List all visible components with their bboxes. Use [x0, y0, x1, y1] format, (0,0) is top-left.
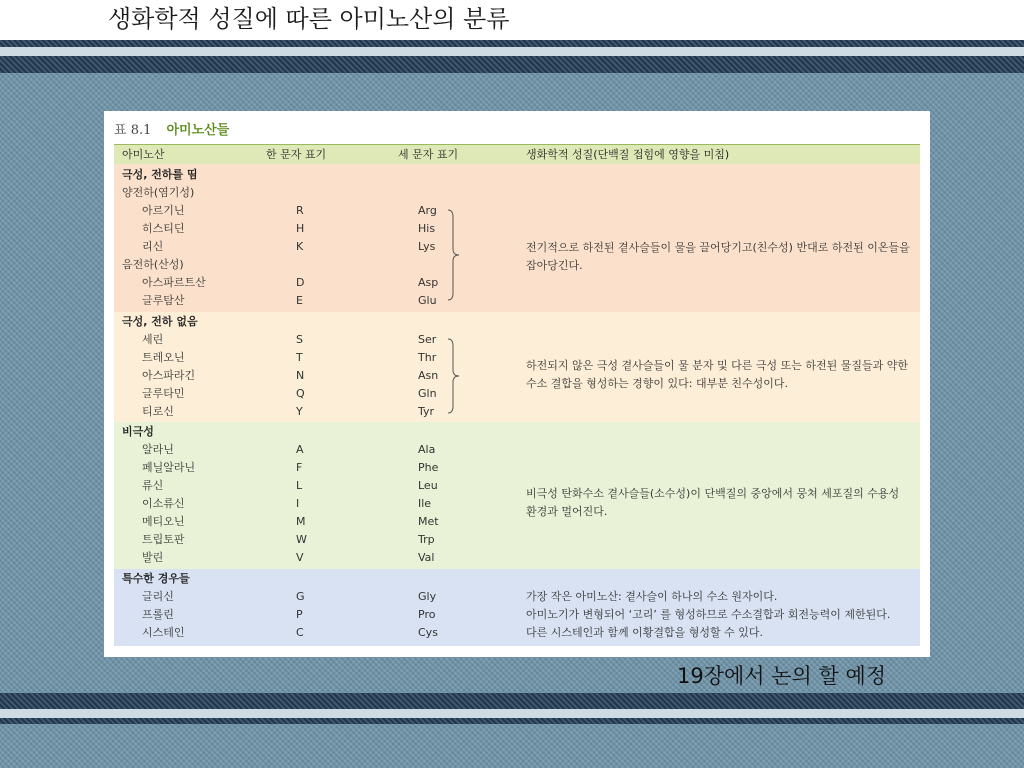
one-letter-code: F [296, 461, 303, 474]
three-letter-code: Pro [418, 608, 436, 621]
amino-acid-name: 티로신 [142, 405, 174, 418]
table-row [114, 403, 920, 421]
three-letter-code: Ser [418, 333, 437, 346]
three-letter-code: Tyr [418, 405, 435, 418]
three-letter-code: Thr [418, 351, 437, 364]
three-letter-code: Phe [418, 461, 439, 474]
table-row [114, 220, 920, 238]
amino-acid-name: 아르기닌 [142, 204, 185, 217]
amino-acid-name: 아스파라긴 [142, 369, 196, 382]
one-letter-code: M [296, 515, 306, 528]
table-row [114, 459, 920, 477]
group-label: 특수한 경우들 [122, 572, 190, 585]
group-label: 극성, 전하를 띰 [122, 168, 198, 181]
amino-acid-name: 알라닌 [142, 443, 174, 456]
top-stripe-band [0, 56, 1024, 73]
property-cysteine: 다른 시스테인과 함께 이황결합을 형성할 수 있다. [526, 626, 763, 639]
property-proline: 아미노기가 변형되어 ‘고리’ 를 형성하므로 수소결합과 회전능력이 제한된다. [526, 608, 891, 621]
table-row [114, 423, 920, 441]
one-letter-code: W [296, 533, 307, 546]
three-letter-code: Asn [418, 369, 439, 382]
three-letter-code: Trp [418, 533, 435, 546]
slide-title: 생화학적 성질에 따른 아미노산의 분류 [108, 5, 510, 33]
amino-acid-name: 페닐알라닌 [142, 461, 196, 474]
brace-polar-charged [447, 209, 461, 301]
table-caption [114, 119, 229, 139]
one-letter-code: E [296, 294, 303, 307]
one-letter-code: C [296, 626, 304, 639]
one-letter-code: G [296, 590, 305, 603]
chapter-note: 19장에서 논의 할 예정 [677, 664, 887, 688]
table-row [114, 202, 920, 220]
table-caption-title: 아미노산들 [166, 123, 230, 138]
bottom-stripe-light [0, 709, 1024, 718]
table-caption-number: 표 8.1 [114, 123, 152, 138]
table-header-row [114, 144, 920, 165]
table-row [114, 588, 920, 606]
three-letter-code: Gly [418, 590, 437, 603]
top-stripe-light [0, 47, 1024, 56]
three-letter-code: Ile [418, 497, 432, 510]
three-letter-code: Val [418, 551, 435, 564]
one-letter-code: Y [296, 405, 303, 418]
bottom-stripe-dark [0, 718, 1024, 724]
table-row [114, 531, 920, 549]
table-row [114, 313, 920, 331]
three-letter-code: Ala [418, 443, 436, 456]
amino-acid-name: 발린 [142, 551, 164, 564]
amino-acid-name: 류신 [142, 479, 164, 492]
property-glycine: 가장 작은 아미노산: 곁사슬이 하나의 수소 원자이다. [526, 590, 778, 603]
one-letter-code: Q [296, 387, 305, 400]
amino-acid-name: 아스파르트산 [142, 276, 206, 289]
three-letter-code: Arg [418, 204, 437, 217]
header-one-letter: 한 문자 표기 [266, 148, 327, 161]
bottom-stripe-band [0, 693, 1024, 709]
amino-acid-table [104, 111, 930, 657]
three-letter-code: Met [418, 515, 439, 528]
group-label: 극성, 전하 없음 [122, 315, 198, 328]
brace-polar-uncharged [447, 338, 461, 414]
subgroup-label: 양전하(염기성) [122, 186, 195, 199]
one-letter-code: K [296, 240, 304, 253]
table-row [114, 570, 920, 588]
header-property: 생화학적 성질(단백질 접힘에 영향을 미침) [526, 148, 730, 161]
three-letter-code: Lys [418, 240, 436, 253]
table-row [114, 441, 920, 459]
top-stripe-dark [0, 40, 1024, 47]
amino-acid-name: 글루탐산 [142, 294, 185, 307]
one-letter-code: H [296, 222, 305, 235]
one-letter-code: A [296, 443, 304, 456]
one-letter-code: P [296, 608, 303, 621]
amino-acid-name: 프롤린 [142, 608, 174, 621]
three-letter-code: Leu [418, 479, 438, 492]
group-label: 비극성 [122, 425, 154, 438]
amino-acid-name: 히스티딘 [142, 222, 185, 235]
amino-acid-name: 이소류신 [142, 497, 185, 510]
amino-acid-name: 글루타민 [142, 387, 185, 400]
three-letter-code: Glu [418, 294, 437, 307]
three-letter-code: Gln [418, 387, 437, 400]
amino-acid-name: 시스테인 [142, 626, 185, 639]
amino-acid-name: 트립토판 [142, 533, 185, 546]
amino-acid-name: 글리신 [142, 590, 174, 603]
three-letter-code: His [418, 222, 436, 235]
one-letter-code: I [296, 497, 300, 510]
three-letter-code: Asp [418, 276, 439, 289]
table-row [114, 166, 920, 184]
table-row [114, 331, 920, 349]
table-row [114, 624, 920, 642]
amino-acid-name: 세린 [142, 333, 164, 346]
amino-acid-name: 리신 [142, 240, 164, 253]
one-letter-code: N [296, 369, 305, 382]
table-row [114, 292, 920, 310]
property-nonpolar: 비극성 탄화수소 곁사슬들(소수성)이 단백질의 중앙에서 뭉쳐 세포질의 수용성 환경과 멀어진다. [526, 487, 900, 518]
table-row [114, 606, 920, 624]
subgroup-label: 음전하(산성) [122, 258, 184, 271]
three-letter-code: Cys [418, 626, 438, 639]
table-row [114, 184, 920, 202]
one-letter-code: V [296, 551, 304, 564]
one-letter-code: T [296, 351, 303, 364]
one-letter-code: R [296, 204, 304, 217]
property-polar-uncharged: 하전되지 않은 극성 곁사슬들이 물 분자 및 다른 극성 또는 하전된 물질들과 약한 수소 결합을 형성하는 경향이 있다: 대부분 친수성이다. [526, 359, 908, 390]
one-letter-code: S [296, 333, 303, 346]
header-three-letter: 세 문자 표기 [398, 148, 459, 161]
one-letter-code: D [296, 276, 305, 289]
property-polar-charged: 전기적으로 하전된 곁사슬들이 물을 끌어당기고(친수성) 반대로 하전된 이온들을 잡아당긴다. [526, 241, 910, 272]
amino-acid-name: 메티오닌 [142, 515, 185, 528]
amino-acid-name: 트레오닌 [142, 351, 185, 364]
header-amino-acid: 아미노산 [122, 148, 165, 161]
one-letter-code: L [296, 479, 303, 492]
table-row [114, 274, 920, 292]
table-row [114, 549, 920, 567]
